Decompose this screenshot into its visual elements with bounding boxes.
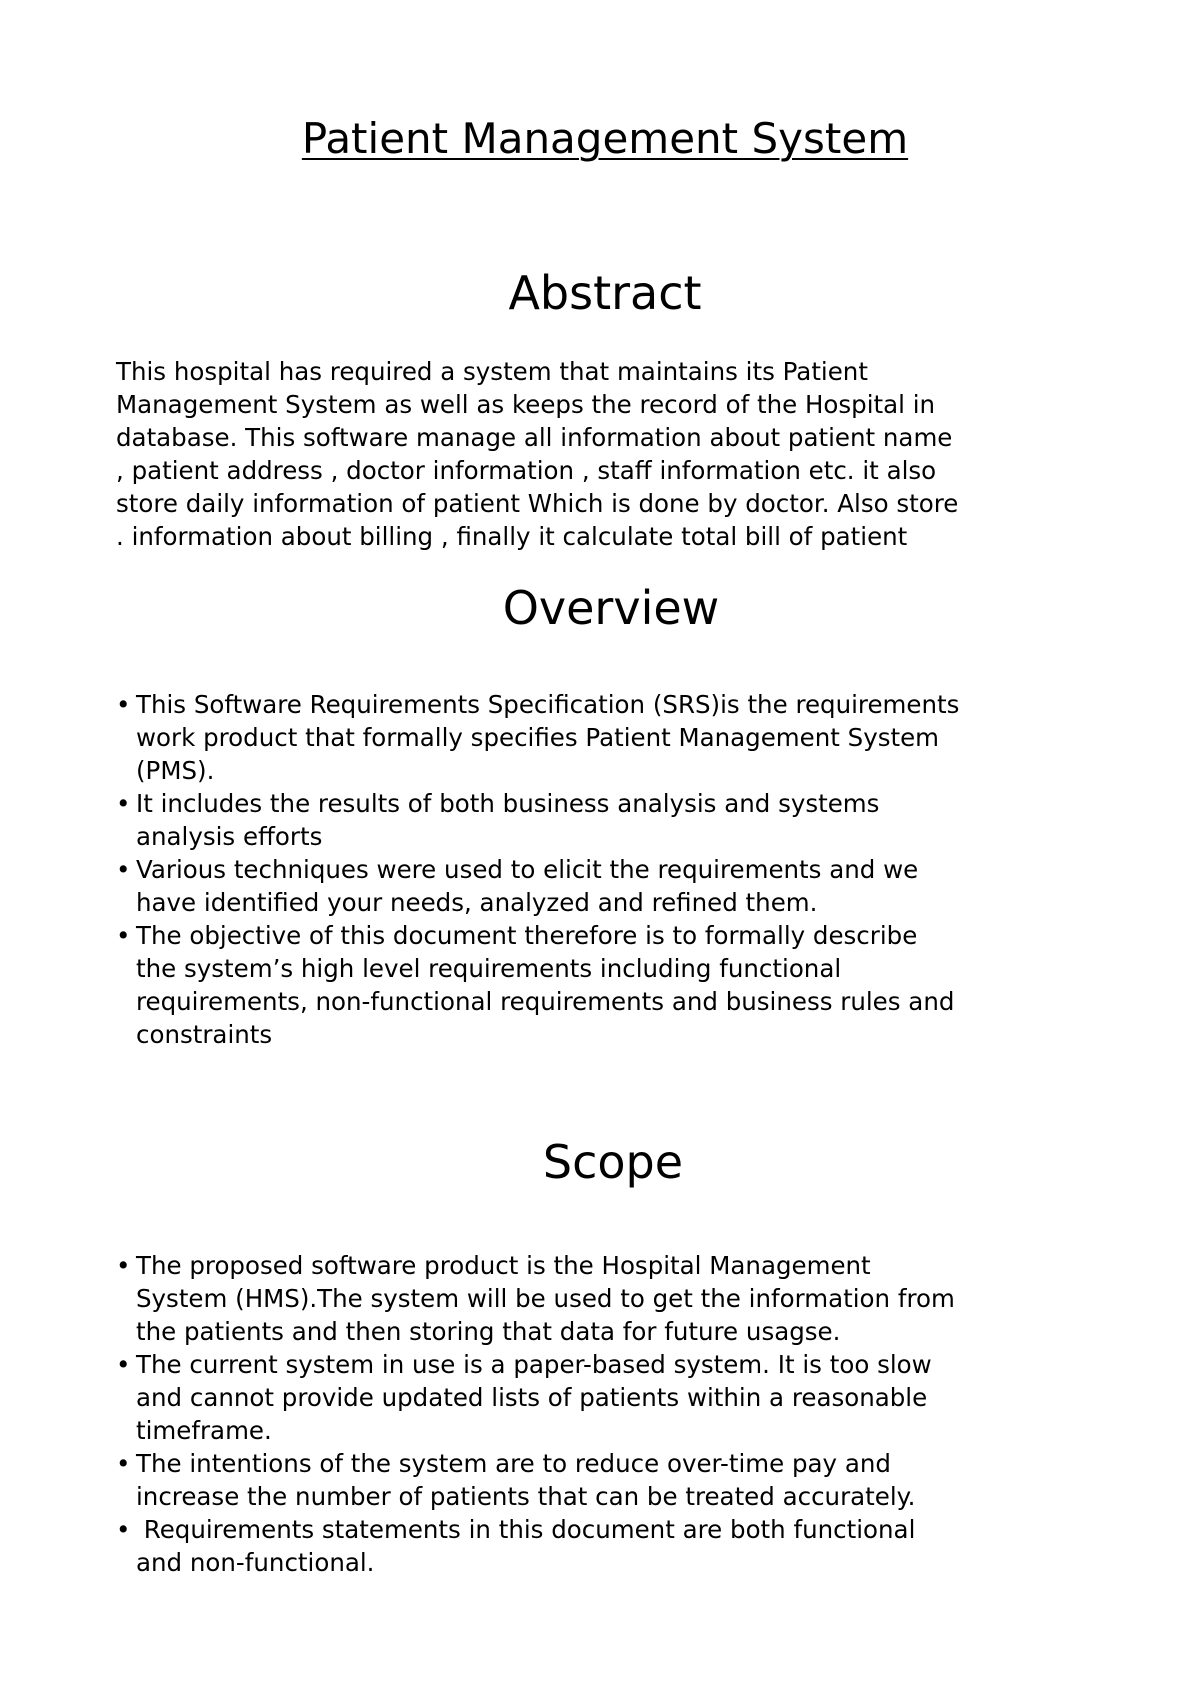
bullet-line: The proposed software product is the Hospital Management <box>136 1251 871 1280</box>
abstract-line: store daily information of patient Which is done by doctor. Also store <box>116 489 959 518</box>
bullet-icon: • <box>116 789 131 818</box>
scope-heading: Scope <box>542 1135 684 1189</box>
bullet-line: increase the number of patients that can be treated accurately. <box>136 1482 916 1511</box>
bullet-icon: • <box>116 1350 131 1379</box>
bullet-line: It includes the results of both business analysis and systems <box>136 789 880 818</box>
overview-bullet-list <box>116 688 1116 1051</box>
abstract-line: . information about billing , finally it calculate total bill of patient <box>116 522 908 551</box>
bullet-icon: • <box>116 855 131 884</box>
bullet-line: The objective of this document therefore is to formally describe <box>136 921 918 950</box>
overview-bullet-item <box>116 688 1116 787</box>
scope-bullet-item <box>116 1249 1116 1348</box>
bullet-line: work product that formally specifies Patient Management System <box>136 723 940 752</box>
bullet-icon: • <box>116 921 131 950</box>
overview-bullet-item <box>116 787 1116 853</box>
bullet-line: timeframe. <box>136 1416 272 1445</box>
overview-heading: Overview <box>502 581 720 635</box>
document-title: Patient Management System <box>301 114 909 163</box>
bullet-icon: • <box>116 1449 131 1478</box>
bullet-line: (PMS). <box>136 756 215 785</box>
scope-bullet-item <box>116 1348 1116 1447</box>
abstract-line: database. This software manage all information about patient name <box>116 423 953 452</box>
scope-bullet-list <box>116 1249 1116 1579</box>
abstract-line: , patient address , doctor information , staff information etc. it also <box>116 456 937 485</box>
bullet-line: Various techniques were used to elicit the requirements and we <box>136 855 919 884</box>
abstract-heading: Abstract <box>508 266 702 320</box>
bullet-icon: • <box>116 1251 131 1280</box>
bullet-line: have identified your needs, analyzed and refined them. <box>136 888 818 917</box>
bullet-line: and cannot provide updated lists of patients within a reasonable <box>136 1383 928 1412</box>
bullet-line: and non-functional. <box>136 1548 375 1577</box>
scope-bullet-item <box>116 1513 1116 1579</box>
abstract-line: Management System as well as keeps the record of the Hospital in <box>116 390 936 419</box>
overview-bullet-item <box>116 919 1116 1051</box>
bullet-icon: • <box>116 690 131 719</box>
bullet-line: the patients and then storing that data for future usagse. <box>136 1317 841 1346</box>
abstract-paragraph <box>116 355 1116 553</box>
bullet-line: requirements, non-functional requirements and business rules and <box>136 987 955 1016</box>
bullet-line: The current system in use is a paper-based system. It is too slow <box>136 1350 932 1379</box>
bullet-line: constraints <box>136 1020 273 1049</box>
bullet-line: Requirements statements in this document are both functional <box>136 1515 916 1544</box>
overview-bullet-item <box>116 853 1116 919</box>
bullet-line: This Software Requirements Specification (SRS)is the requirements <box>136 690 960 719</box>
bullet-line: analysis efforts <box>136 822 323 851</box>
bullet-line: the system’s high level requirements including functional <box>136 954 842 983</box>
scope-bullet-item <box>116 1447 1116 1513</box>
bullet-line: System (HMS).The system will be used to get the information from <box>136 1284 955 1313</box>
abstract-line: This hospital has required a system that maintains its Patient <box>116 357 868 386</box>
bullet-line: The intentions of the system are to reduce over-time pay and <box>136 1449 891 1478</box>
bullet-icon: • <box>116 1515 131 1544</box>
